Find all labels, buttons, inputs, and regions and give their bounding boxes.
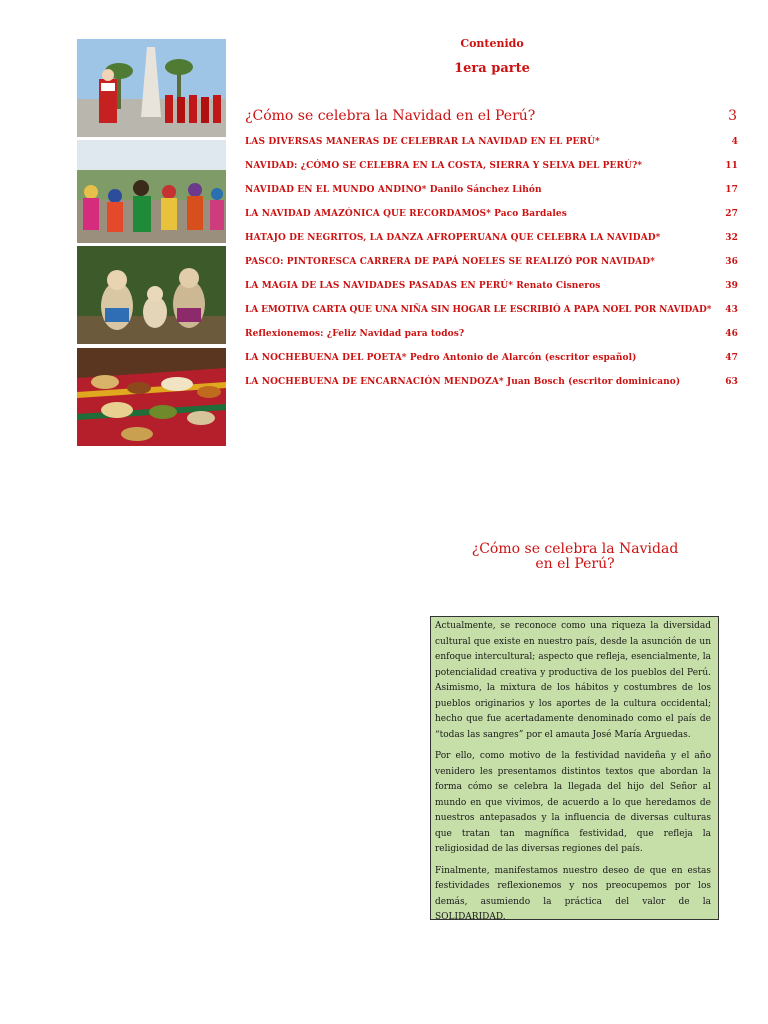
toc-entry-title: Reflexionemos: ¿Feliz Navidad para todos? [245, 329, 465, 339]
photo-santa-parade [77, 39, 226, 137]
toc-entry[interactable] [245, 137, 738, 151]
toc-main-page: 3 [728, 108, 737, 124]
intro-paragraph: Actualmente, se reconoce como una riqueza la diversidad cultural que existe en nuestro país, desde la asunción de un enfoque intercultural; aspecto que refleja, esencialmente, la potencialidad creativa y productiva de los pueblos del Perú. Asimismo, la mixtura de los hábitos y costumbres de los pueblos originarios y los aportes de la cultura occidental; hecho que fue acertadamente denominado como el país de “todas las sangres” por el amauta José María Arguedas. [435, 621, 711, 740]
toc-entry-page: 47 [725, 353, 738, 363]
toc-entry-title: LAS DIVERSAS MANERAS DE CELEBRAR LA NAVIDAD EN EL PERÚ* [245, 137, 600, 147]
toc-entry-title: LA MAGIA DE LAS NAVIDADES PASADAS EN PERÚ* Renato Cisneros [245, 281, 601, 291]
toc-entry-page: 4 [731, 137, 738, 147]
toc-entry[interactable] [245, 161, 738, 175]
toc-entry-page: 63 [725, 377, 738, 387]
contents-heading: Contenido [460, 37, 524, 50]
toc-main-title: ¿Cómo se celebra la Navidad en el Perú? [245, 108, 536, 124]
part-heading: 1era parte [454, 61, 530, 76]
section-title [440, 542, 710, 572]
toc-entry-page: 17 [725, 185, 738, 195]
toc-entry[interactable] [245, 329, 738, 343]
toc-entry[interactable] [245, 305, 738, 319]
toc-entry-page: 46 [725, 329, 738, 339]
toc-entry[interactable] [245, 377, 738, 391]
toc-entry-page: 43 [725, 305, 738, 315]
toc-entry-page: 36 [725, 257, 738, 267]
photo-christmas-food-table [77, 348, 226, 446]
toc-entry-title: LA NOCHEBUENA DE ENCARNACIÓN MENDOZA* Juan Bosch (escritor dominicano) [245, 377, 681, 387]
toc-entry-title: HATAJO DE NEGRITOS, LA DANZA AFROPERUANA QUE CELEBRA LA NAVIDAD* [245, 233, 661, 243]
intro-paragraph: Por ello, como motivo de la festividad navideña y el año venidero les presentamos distintos textos que abordan la forma cómo se celebra la llegada del hijo del Señor al mundo en que vivimos, de acuerdo a lo que heredamos de nuestros antepasados y la influencia de diversas culturas que tratan tan magnífica festividad, que refleja la religiosidad de las diversas regiones del país. [435, 751, 711, 854]
toc-entry-page: 32 [725, 233, 738, 243]
toc-entry[interactable] [245, 281, 738, 295]
toc-entry-title: NAVIDAD EN EL MUNDO ANDINO* Danilo Sánchez Lihón [245, 185, 542, 195]
intro-paragraph: Finalmente, manifestamos nuestro deseo de que en estas festividades reflexionemos y nos preocupemos por los demás, asumiendo la práctica del valor de la SOLIDARIDAD. [435, 865, 711, 922]
toc-main-entry[interactable] [245, 108, 737, 126]
toc-entry[interactable] [245, 233, 738, 247]
toc-entry[interactable] [245, 185, 738, 199]
intro-text-box [430, 616, 719, 920]
toc-entry-title: LA EMOTIVA CARTA QUE UNA NIÑA SIN HOGAR LE ESCRIBIÓ A PAPA NOEL POR NAVIDAD* [245, 305, 712, 315]
toc-entry-page: 39 [725, 281, 738, 291]
toc-entry-title: LA NOCHEBUENA DEL POETA* Pedro Antonio de Alarcón (escritor español) [245, 353, 637, 363]
section-title-line: en el Perú? [535, 556, 615, 572]
toc-entry-title: LA NAVIDAD AMAZÓNICA QUE RECORDAMOS* Paco Bardales [245, 209, 567, 219]
section-title-line: ¿Cómo se celebra la Navidad [471, 541, 679, 557]
toc-entry[interactable] [245, 209, 738, 223]
toc-entry-page: 27 [725, 209, 738, 219]
toc-entry[interactable] [245, 353, 738, 367]
toc-entry[interactable] [245, 257, 738, 271]
toc-entry-title: NAVIDAD: ¿CÓMO SE CELEBRA EN LA COSTA, SIERRA Y SELVA DEL PERÚ?* [245, 161, 643, 171]
toc-entry-page: 11 [725, 161, 738, 171]
photo-nativity-figures [77, 246, 226, 344]
photo-andean-dancers [77, 140, 226, 243]
toc-entry-title: PASCO: PINTORESCA CARRERA DE PAPÁ NOELES SE REALIZÓ POR NAVIDAD* [245, 257, 655, 267]
